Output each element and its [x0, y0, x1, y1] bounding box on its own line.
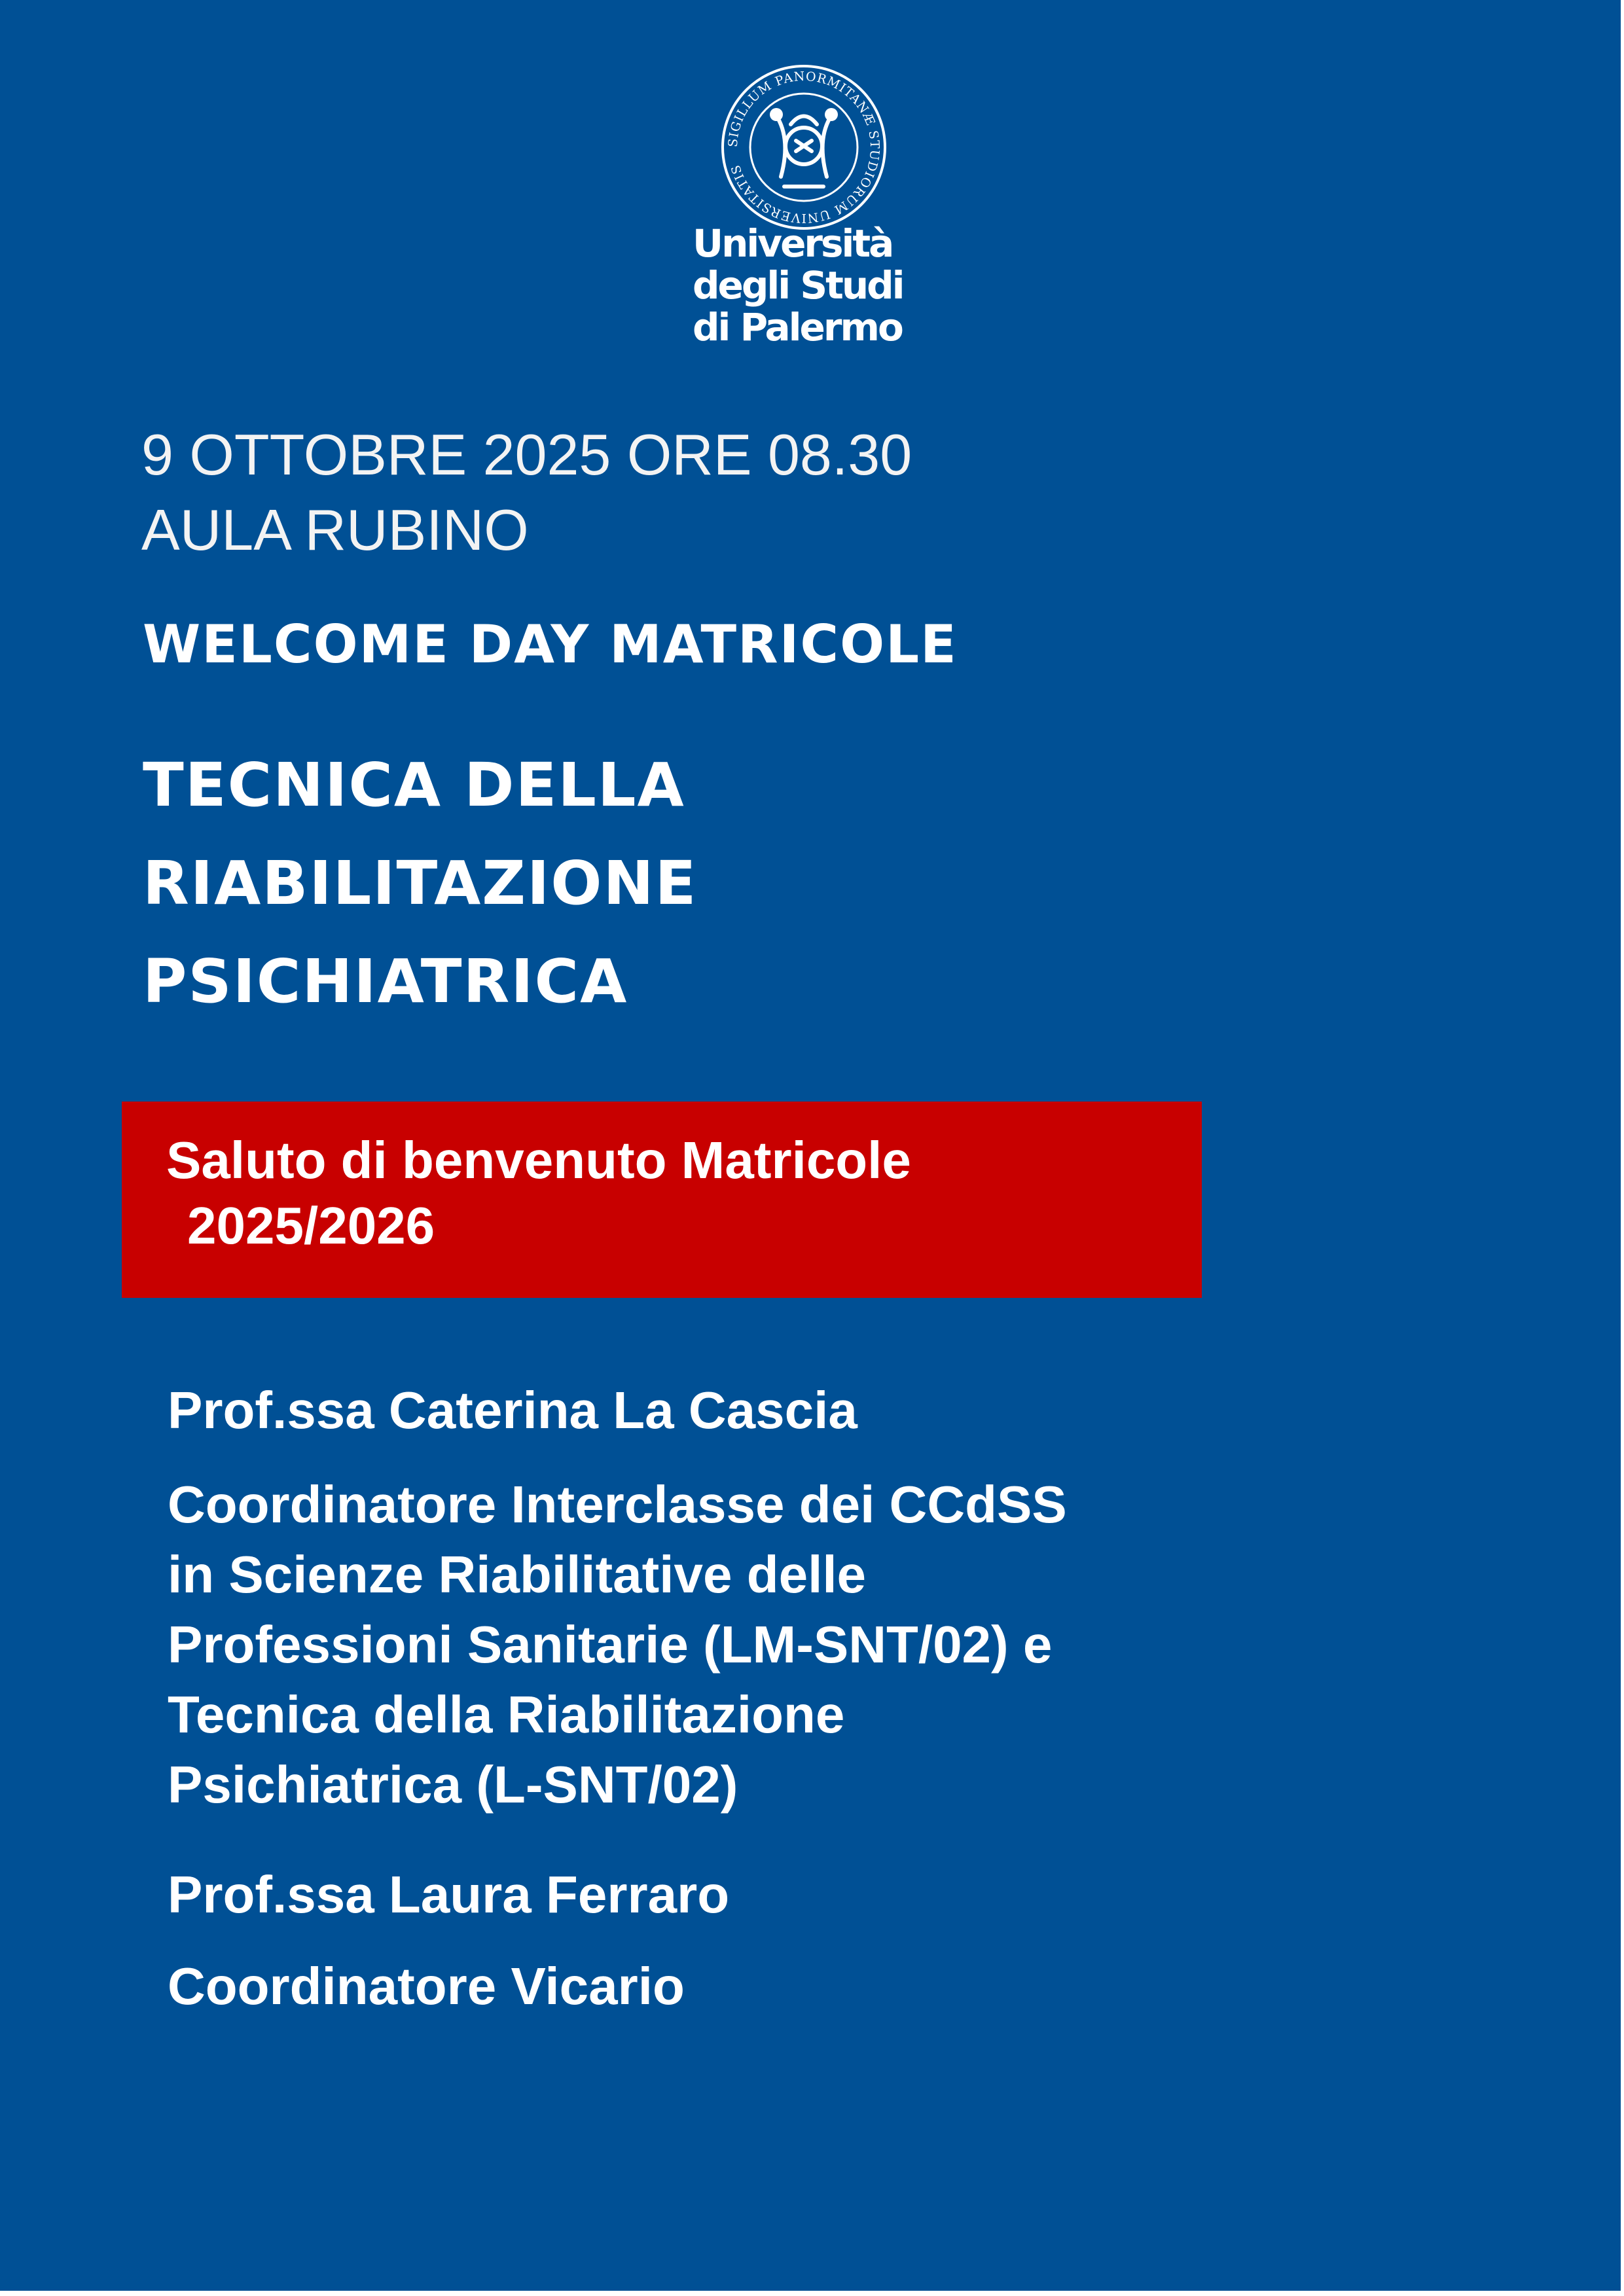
seal-text: SIGILLUM PANORMITANÆ STUDIORUM UNIVERSITATIS: [725, 69, 882, 226]
event-title: WELCOME DAY MATRICOLE: [143, 614, 958, 675]
university-name-line-1: Università: [693, 221, 893, 266]
course-name: [143, 736, 697, 1031]
speaker-1-role-line-4: Tecnica della Riabilitazione: [168, 1685, 845, 1744]
banner-line-1: Saluto di benvenuto Matricole: [166, 1131, 911, 1189]
course-name-line-3: PSICHIATRICA: [143, 946, 628, 1016]
university-name: [693, 223, 903, 348]
speaker-1-role-line-1: Coordinatore Interclasse dei CCdSS: [168, 1475, 1067, 1534]
university-name-line-2: degli Studi: [693, 263, 903, 308]
course-name-line-2: RIABILITAZIONE: [143, 848, 698, 918]
seal-icon: [719, 62, 889, 232]
speaker-2-role: Coordinatore Vicario: [168, 1957, 685, 2015]
speaker-1-role: [168, 1469, 1067, 1820]
speaker-1-name: Prof.ssa Caterina La Cascia: [168, 1381, 857, 1439]
speaker-1-role-line-5: Psichiatrica (L-SNT/02): [168, 1755, 738, 1814]
university-name-line-3: di Palermo: [693, 305, 902, 350]
event-date-time: 9 OTTOBRE 2025 ORE 08.30: [141, 422, 912, 487]
speaker-2-name: Prof.ssa Laura Ferraro: [168, 1865, 730, 1924]
speaker-1-role-line-2: in Scienze Riabilitative delle: [168, 1545, 867, 1604]
banner-line-2: 2025/2026: [187, 1196, 435, 1255]
speaker-1-role-line-3: Professioni Sanitarie (LM-SNT/02) e: [168, 1615, 1053, 1674]
welcome-banner: [122, 1102, 1202, 1298]
event-venue: AULA RUBINO: [141, 497, 529, 562]
course-name-line-1: TECNICA DELLA: [143, 750, 685, 820]
